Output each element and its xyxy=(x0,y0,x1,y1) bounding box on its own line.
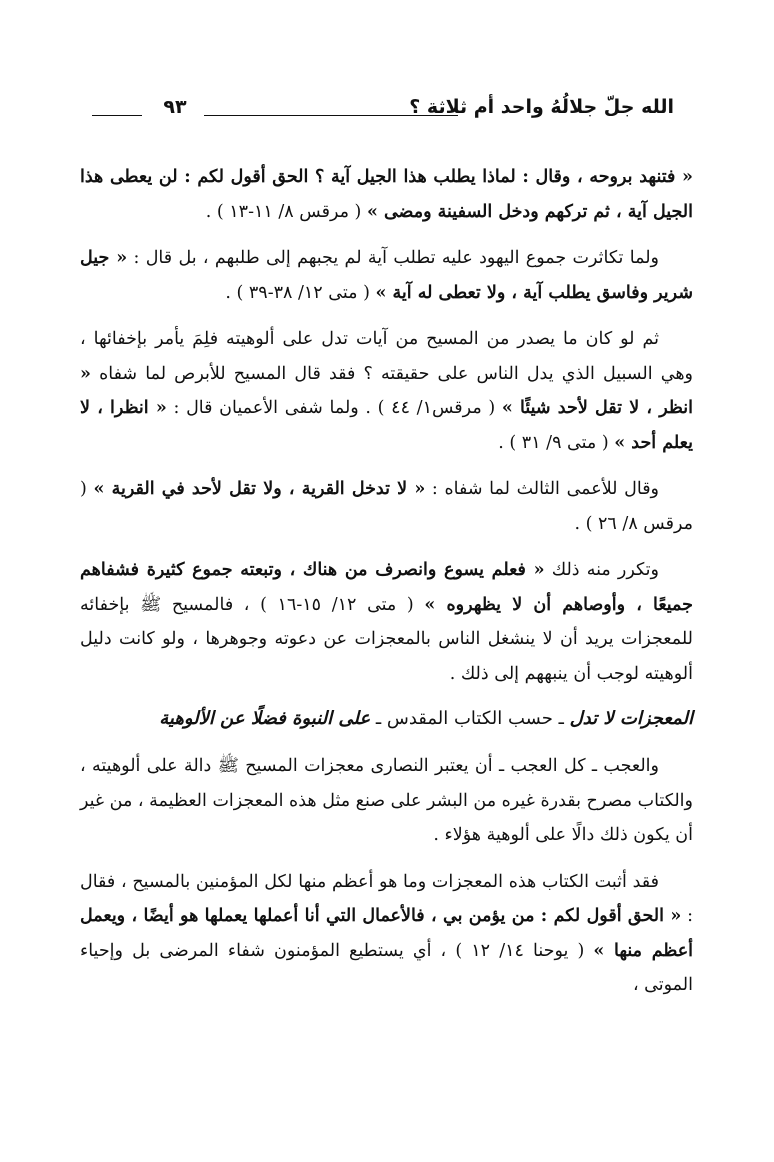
paragraph-text: ثم لو كان ما يصدر من المسيح من آيات تدل على ألوهيته فلِمَ يأمر بإخفائها ، وهي السبيل الذي يدل الناس على حقيقته ؟ فقد قال المسيح للأبرص لما شفاه xyxy=(80,329,693,384)
paragraph-text: ( متى ١٢/ ٣٨-٣٩ ) . xyxy=(225,282,376,303)
quoted-text: « فتنهد بروحه ، وقال : لماذا يطلب هذا الجيل آية ؟ الحق أقول لكم : لن يعطى هذا الجيل آية ، ثم تركهم ودخل السفينة ومضى » xyxy=(80,167,693,222)
text-block-1 xyxy=(80,160,693,691)
page-body xyxy=(80,160,693,1015)
quoted-text: « جيل شرير وفاسق يطلب آية ، ولا تعطى له آية » xyxy=(80,248,693,303)
paragraph-text: ( متى ٩/ ٣١ ) . xyxy=(498,432,615,453)
paragraph-text: ولما تكاثرت جموع اليهود عليه تطلب آية لم يجبهم إلى طلبهم ، بل قال : xyxy=(127,248,659,268)
paragraph xyxy=(80,160,693,229)
running-title: الله جلّ جلالُهُ واحد أم ثلاثة ؟ xyxy=(409,96,674,118)
quoted-text: « انظرا ، لا يعلم أحد » xyxy=(80,398,693,453)
paragraph-text: فقد أثبت الكتاب هذه المعجزات وما هو أعظم منها لكل المؤمنين بالمسيح ، فقال : xyxy=(80,871,693,926)
paragraph-text: والعجب ـ كل العجب ـ أن يعتبر النصارى معجزات المسيح ﷺ دالة على ألوهيته ، والكتاب مصرح بقدرة غيره من البشر على صنع مثل هذه المعجزات العظيمة ، من غير أن يكون ذلك دالًا على ألوهية هؤلاء . xyxy=(79,756,693,845)
section-heading xyxy=(80,703,693,735)
page-number: ٩٣ xyxy=(163,96,187,118)
page-header xyxy=(92,92,674,132)
paragraph-text: وتكرر منه ذلك xyxy=(544,560,659,580)
paragraph xyxy=(80,472,693,541)
paragraph-text: ( مرقس ٨/ ٢٦ ) . xyxy=(80,479,693,534)
header-rule-left xyxy=(92,115,142,116)
text-block-2 xyxy=(80,749,693,1003)
quoted-text: « انظر ، لا تقل لأحد شيئًا » xyxy=(80,363,693,418)
quoted-text: « فعلم يسوع وانصرف من هناك ، وتبعته جموع كثيرة فشفاهم جميعًا ، وأوصاهم أن لا يظهروه » xyxy=(80,560,693,615)
section-heading-part-3: على النبوة فضلًا عن الألوهية xyxy=(159,708,371,729)
section-heading-part-1: المعجزات لا تدل xyxy=(569,708,693,729)
paragraph-text: وقال للأعمى الثالث لما شفاه : xyxy=(425,479,660,499)
paragraph-text: ( متى ١٢/ ١٥-١٦ ) ، فالمسيح ﷺ بإخفائه للمعجزات يريد أن لا ينشغل الناس بالمعجزات عن دعوته وجوهرها ، ولو كانت دليل ألوهيته لوجب أن ينبههم إلى ذلك . xyxy=(80,594,693,684)
paragraph xyxy=(80,749,693,853)
paragraph xyxy=(80,241,693,310)
section-heading-part-2: ـ حسب الكتاب المقدس ـ xyxy=(370,708,570,729)
paragraph-text: ( مرقس١/ ٤٤ ) . ولما شفى الأعميان قال : xyxy=(166,398,502,418)
paragraph-text: ( يوحنا ١٤/ ١٢ ) ، أي يستطيع المؤمنون شفاء المرضى بل وإحياء الموتى ، xyxy=(80,940,693,995)
paragraph-text: ( مرقس ٨/ ١١-١٣ ) . xyxy=(205,201,367,222)
paragraph xyxy=(80,865,693,1003)
quoted-text: « لا تدخل القرية ، ولا تقل لأحد في القرية » xyxy=(93,479,426,499)
quoted-text: « الحق أقول لكم : من يؤمن بي ، فالأعمال التي أنا أعملها يعملها هو أيضًا ، ويعمل أعظم منها » xyxy=(80,906,694,961)
paragraph xyxy=(80,553,693,691)
paragraph xyxy=(80,322,693,460)
